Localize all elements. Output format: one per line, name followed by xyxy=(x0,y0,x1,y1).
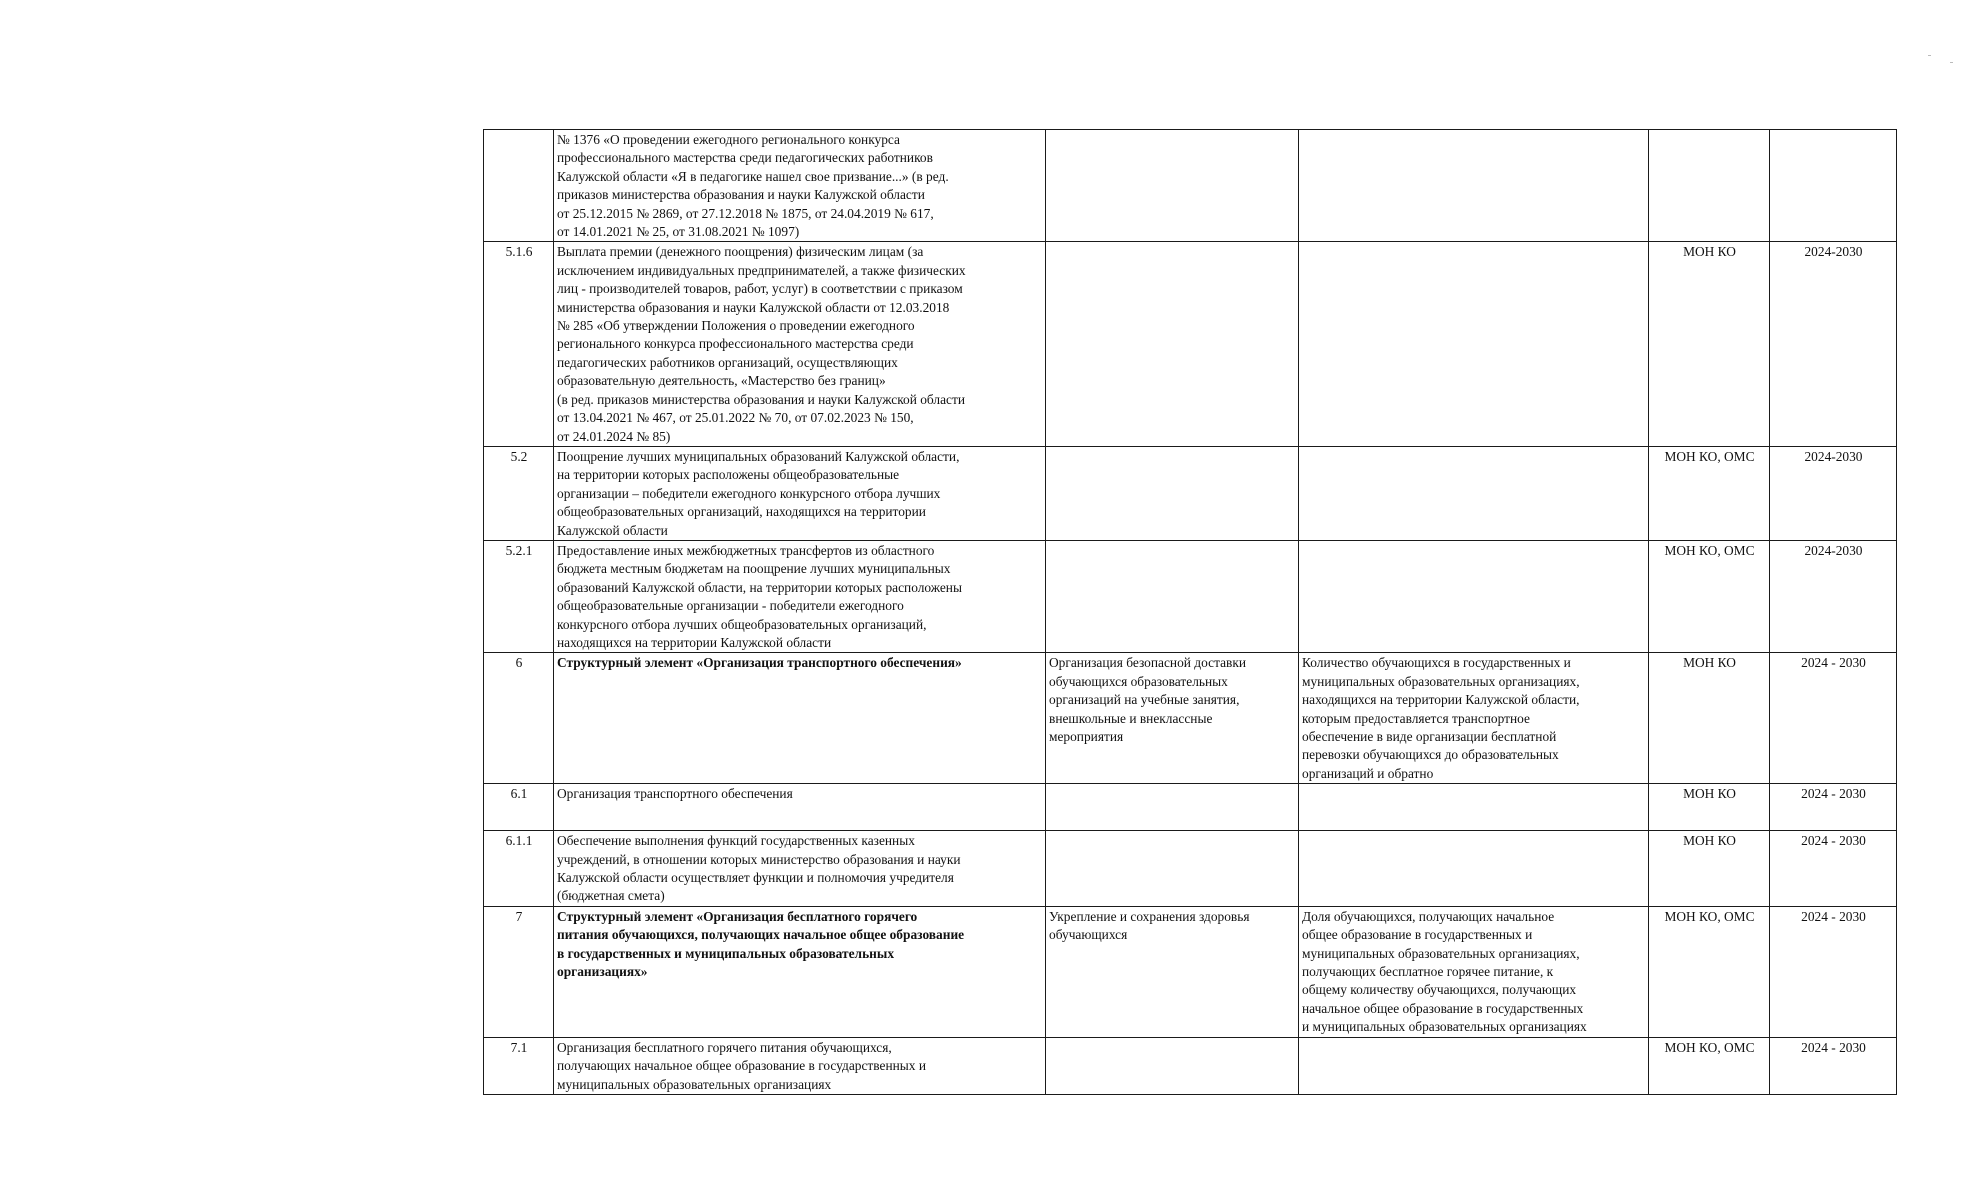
item-responsible: МОН КО xyxy=(1649,653,1770,784)
item-period: 2024 - 2030 xyxy=(1770,784,1897,831)
item-period: 2024-2030 xyxy=(1770,540,1897,652)
scan-speck xyxy=(1950,62,1953,63)
item-number xyxy=(484,130,554,242)
table-row xyxy=(484,653,1897,784)
item-indicator: Количество обучающихся в государственных и муниципальных образовательных организациях, находящихся на территории Калужской области, которым предоставляется транспортное обеспечение в виде организации бесплатной перевозки обучающихся до образовательных организаций и обратно xyxy=(1299,653,1649,784)
item-name: Выплата премии (денежного поощрения) физическим лицам (за исключением индивидуальных предпринимателей, а также физических лиц - производителей товаров, работ, услуг) в соответствии с приказом министерства образования и науки Калужской области от 12.03.2018 № 285 «Об утверждении Положения о проведении ежегодного регионального конкурса профессионального мастерства среди педагогических работников организаций, осуществляющих образовательную деятельность, «Мастерство без границ» (в ред. приказов министерства образования и науки Калужской области от 13.04.2021 № 467, от 25.01.2022 № 70, от 07.02.2023 № 150, от 24.01.2024 № 85) xyxy=(554,242,1046,446)
table-row xyxy=(484,540,1897,652)
item-responsible xyxy=(1649,130,1770,242)
item-number: 6.1 xyxy=(484,784,554,831)
program-measures-table xyxy=(483,129,1897,1095)
item-name: Организация бесплатного горячего питания обучающихся, получающих начальное общее образование в государственных и муниципальных образовательных организациях xyxy=(554,1037,1046,1094)
item-indicator xyxy=(1299,446,1649,540)
item-number: 5.2.1 xyxy=(484,540,554,652)
item-task: Организация безопасной доставки обучающихся образовательных организаций на учебные занятия, внешкольные и внеклассные мероприятия xyxy=(1046,653,1299,784)
item-number: 7 xyxy=(484,906,554,1037)
item-name: Обеспечение выполнения функций государственных казенных учреждений, в отношении которых министерство образования и науки Калужской области осуществляет функции и полномочия учредителя (бюджетная смета) xyxy=(554,831,1046,907)
item-responsible: МОН КО, ОМС xyxy=(1649,1037,1770,1094)
item-responsible: МОН КО xyxy=(1649,831,1770,907)
item-period: 2024 - 2030 xyxy=(1770,906,1897,1037)
item-task xyxy=(1046,446,1299,540)
item-period: 2024-2030 xyxy=(1770,446,1897,540)
item-period: 2024 - 2030 xyxy=(1770,653,1897,784)
scan-speck xyxy=(1928,55,1931,56)
item-name: Организация транспортного обеспечения xyxy=(554,784,1046,831)
item-indicator xyxy=(1299,130,1649,242)
item-task xyxy=(1046,130,1299,242)
item-name: Поощрение лучших муниципальных образований Калужской области, на территории которых расположены общеобразовательные организации – победители ежегодного конкурсного отбора лучших общеобразовательных организаций, находящихся на территории Калужской области xyxy=(554,446,1046,540)
table-row xyxy=(484,242,1897,446)
item-number: 6.1.1 xyxy=(484,831,554,907)
item-period xyxy=(1770,130,1897,242)
table-row xyxy=(484,446,1897,540)
item-name: Структурный элемент «Организация транспортного обеспечения» xyxy=(554,653,1046,784)
item-number: 7.1 xyxy=(484,1037,554,1094)
item-indicator xyxy=(1299,784,1649,831)
item-number: 5.1.6 xyxy=(484,242,554,446)
item-indicator: Доля обучающихся, получающих начальное общее образование в государственных и муниципальных образовательных организациях, получающих бесплатное горячее питание, к общему количеству обучающихся, получающих начальное общее образование в государственных и муниципальных образовательных организациях xyxy=(1299,906,1649,1037)
item-name: Предоставление иных межбюджетных трансфертов из областного бюджета местным бюджетам на поощрение лучших муниципальных образований Калужской области, на территории которых расположены общеобразовательные организации - победители ежегодного конкурсного отбора лучших общеобразовательных организаций, находящихся на территории Калужской области xyxy=(554,540,1046,652)
item-period: 2024 - 2030 xyxy=(1770,1037,1897,1094)
item-number: 6 xyxy=(484,653,554,784)
table-row xyxy=(484,130,1897,242)
item-responsible: МОН КО xyxy=(1649,242,1770,446)
item-indicator xyxy=(1299,242,1649,446)
item-responsible: МОН КО, ОМС xyxy=(1649,906,1770,1037)
table-row xyxy=(484,784,1897,831)
item-indicator xyxy=(1299,831,1649,907)
item-task xyxy=(1046,831,1299,907)
table-row xyxy=(484,831,1897,907)
item-name: № 1376 «О проведении ежегодного регионального конкурса профессионального мастерства среди педагогических работников Калужской области «Я в педагогике нашел свое призвание...» (в ред. приказов министерства образования и науки Калужской области от 25.12.2015 № 2869, от 27.12.2018 № 1875, от 24.04.2019 № 617, от 14.01.2021 № 25, от 31.08.2021 № 1097) xyxy=(554,130,1046,242)
item-task xyxy=(1046,1037,1299,1094)
item-indicator xyxy=(1299,1037,1649,1094)
item-name: Структурный элемент «Организация бесплатного горячего питания обучающихся, получающих начальное общее образование в государственных и муниципальных образовательных организациях» xyxy=(554,906,1046,1037)
item-period: 2024 - 2030 xyxy=(1770,831,1897,907)
item-responsible: МОН КО, ОМС xyxy=(1649,540,1770,652)
table-row xyxy=(484,906,1897,1037)
item-task xyxy=(1046,540,1299,652)
item-responsible: МОН КО xyxy=(1649,784,1770,831)
item-responsible: МОН КО, ОМС xyxy=(1649,446,1770,540)
item-indicator xyxy=(1299,540,1649,652)
item-task xyxy=(1046,784,1299,831)
item-period: 2024-2030 xyxy=(1770,242,1897,446)
item-task xyxy=(1046,242,1299,446)
item-number: 5.2 xyxy=(484,446,554,540)
table-row xyxy=(484,1037,1897,1094)
item-task: Укрепление и сохранения здоровья обучающихся xyxy=(1046,906,1299,1037)
